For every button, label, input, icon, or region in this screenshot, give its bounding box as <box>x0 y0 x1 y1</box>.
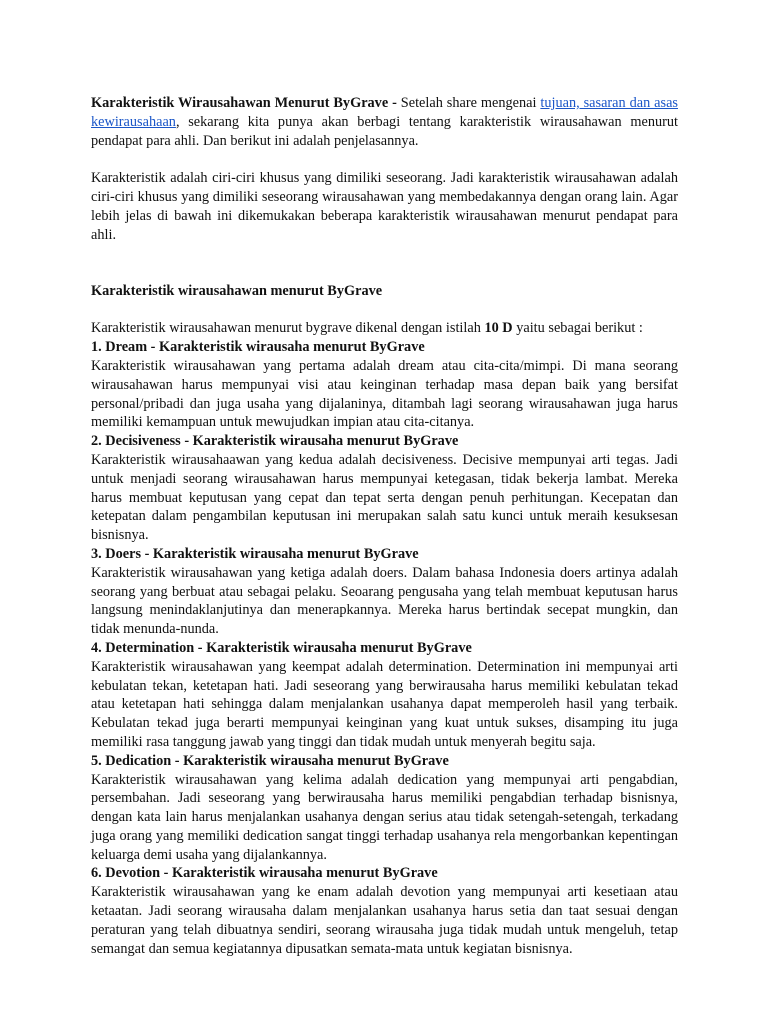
item-title-determination: 4. Determination - Karakteristik wirausaha menurut ByGrave <box>91 639 472 656</box>
intro-title: Karakteristik Wirausahawan Menurut ByGrave - <box>91 95 397 111</box>
intro-text-before-link: Setelah share mengenai <box>400 95 537 111</box>
lead-text-after: yaitu sebagai berikut : <box>516 320 643 337</box>
lead-text-before: Karakteristik wirausahawan menurut bygrave dikenal dengan istilah <box>91 320 481 337</box>
item-body-dedication: Karakteristik wirausahawan yang kelima adalah dedication yang mempunyai arti pengabdian, persembahan. Jadi seseorang yang berwirausaha harus memiliki pengabdian terhadap bisnisnya, dengan kata lain harus menjalankan usahanya dengan serius atau tidak setengah-setengah, terkadang juga orang yang memiliki dedication sangat tinggi terhadap usahanya rela mengorbankan kepentingan keluarga demi usaha yang dijalankannya. <box>91 771 678 863</box>
item-body-decisiveness: Karakteristik wirausahaawan yang kedua adalah decisiveness. Decisive mempunyai arti tegas. Jadi untuk menjadi seorang wirausahawan harus mempunyai ketegasan, tidak bekerja lambat. Mereka harus membuat keputusan yang cepat dan tepat serta dengan penuh perhitungan. Kecepatan dan ketepatan dalam pengambilan keputusan ini merupakan salah satu kunci untuk meraih kesuksesan bisnisnya. <box>91 451 678 544</box>
item-title-dedication: 5. Dedication - Karakteristik wirausaha menurut ByGrave <box>91 752 449 769</box>
lead-paragraph <box>91 319 678 338</box>
item-body-dream: Karakteristik wirausahawan yang pertama adalah dream atau cita-cita/mimpi. Di mana seorang wirausahawan harus mempunyai visi atau keinginan terhadap masa depan baik yang bersifat personal/pribadi dan juga usaha yang dijalaninya, ditambah lagi seorang wirausahawan juga harus memiliki kemampuan untuk mewujudkan impian atau cita-citanya. <box>91 357 678 431</box>
intro-text-after-link: , sekarang kita punya akan berbagi tentang karakteristik wirausahawan menurut pendapat para ahli. Dan berikut ini adalah penjelasannya. <box>91 113 678 149</box>
item-body-doers: Karakteristik wirausahawan yang ketiga adalah doers. Dalam bahasa Indonesia doers artinya adalah seorang yang berbuat atau sebagai pelaku. Seoarang pengusaha yang telah membuat keputusan harus langsung menindaklanjutinya dan menerapkannya. Mereka harus bertindak secepat mungkin, dan tidak menunda-nunda. <box>91 564 678 638</box>
kewirausahaan-link[interactable]: tujuan, sasaran dan asas kewirausahaan <box>91 95 678 130</box>
item-body-devotion: Karakteristik wirausahawan yang ke enam adalah devotion yang mempunyai arti kesetiaan atau ketaatan. Jadi seorang wirausaha dalam menjalankan usahanya harus setia dan taat sesuai dengan peraturan yang telah dibuatnya sendiri, seorang wirausaha juga tidak mudah untuk mengeluh, tetap semangat dan semua kegiatannya dipusatkan semata-mata untuk kegiatan bisnisnya. <box>91 884 678 957</box>
item-title-devotion: 6. Devotion - Karakteristik wirausaha menurut ByGrave <box>91 865 438 882</box>
item-body-determination: Karakteristik wirausahawan yang keempat adalah determination. Determination ini mempunyai arti kebulatan tekan, ketetapan hati. Jadi seseorang yang berwirausaha harus memiliki kebulatan tekad atau ketetapan hati sehingga dalam menjalankan usahanya dapat memperoleh hasil yang terbaik. Kebulatan tekad juga berarti mempunyai keinginan yang kuat untuk sukses, disamping itu juga memiliki rasa tanggung jawab yang tinggi dan tidak mudah untuk menyerah begitu saja. <box>91 658 678 750</box>
definition-paragraph: Karakteristik adalah ciri-ciri khusus yang dimiliki seseorang. Jadi karakteristik wirausahawan adalah ciri-ciri khusus yang dimiliki seseorang wirausahawan yang membedakannya dengan orang lain. Agar lebih jelas di bawah ini dikemukakan beberapa karakteristik wirausahawan menurut pendapat para ahli. <box>91 170 678 243</box>
section-heading: Karakteristik wirausahawan menurut ByGrave <box>91 282 383 299</box>
lead-bold-term: 10 D <box>484 320 513 337</box>
intro-paragraph <box>91 94 678 150</box>
item-title-dream: 1. Dream - Karakteristik wirausaha menurut ByGrave <box>91 339 425 356</box>
item-title-doers: 3. Doers - Karakteristik wirausaha menurut ByGrave <box>91 545 419 562</box>
item-title-decisiveness: 2. Decisiveness - Karakteristik wirausaha menurut ByGrave <box>91 433 459 450</box>
